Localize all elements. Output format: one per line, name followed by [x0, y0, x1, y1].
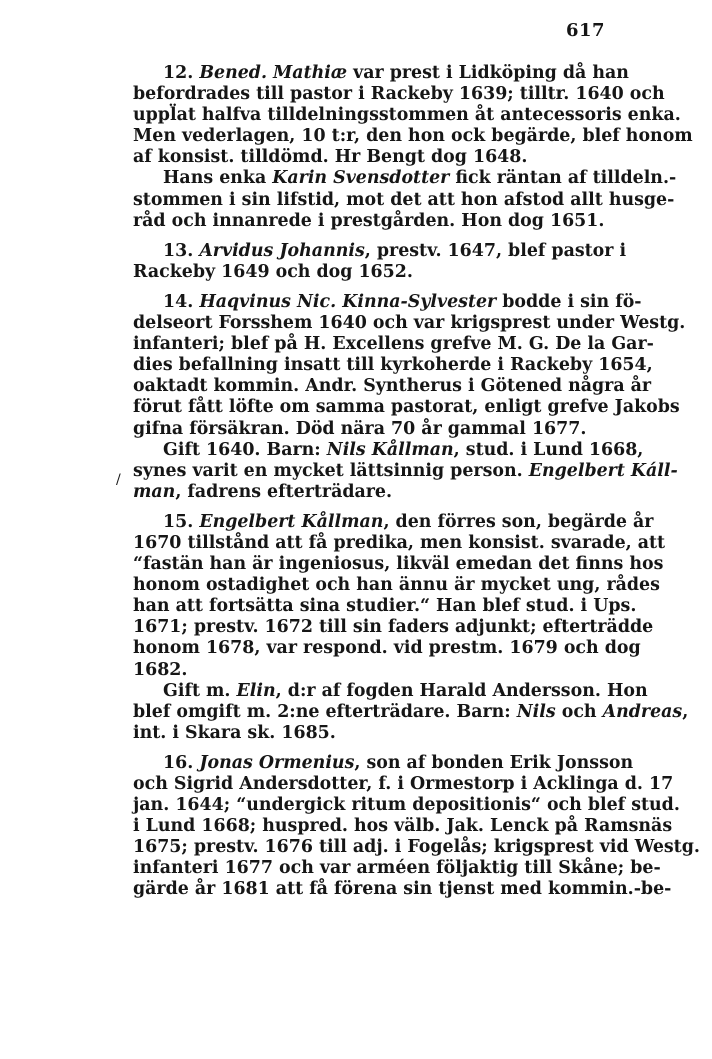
text-run: 12. [163, 63, 200, 83]
text-run: 1671; prestv. 1672 till sin faders adjunkt; efterträdde [133, 617, 654, 638]
text-line [133, 858, 661, 879]
text-run: int. i Skara sk. 1685. [133, 722, 336, 743]
text-run: i Lund 1668; huspred. hos välb. Jak. Lenck på Ramsnäs [133, 816, 673, 837]
paragraph-gap [133, 503, 613, 512]
paragraph-gap [133, 744, 613, 753]
paragraph [133, 680, 689, 744]
text-line [133, 240, 627, 262]
text-run: 1675; prestv. 1676 till adj. i Fogelås; krigsprest vid Westg. [133, 837, 700, 858]
text-run: , son af bonden Erik Jonsson [354, 752, 634, 773]
text-line [133, 126, 693, 147]
text-run: förut fått löfte om samma pastorat, enligt grefve Jakobs [133, 397, 680, 418]
text-line [133, 723, 613, 744]
text-line [133, 439, 644, 461]
text-line [133, 460, 678, 482]
italic-name: Engelbert Káll- [528, 460, 678, 481]
text-line [133, 189, 675, 211]
text-run: dies befallning insatt till kyrkoherde i Rackeby 1654, [133, 355, 653, 376]
text-line [133, 313, 686, 334]
italic-name: man [133, 481, 176, 502]
text-run: blef omgift m. 2:ne efterträdare. Barn: [133, 701, 517, 722]
text-run: Hans enka [163, 168, 273, 189]
text-run: , stud. i Lund 1668, [453, 439, 644, 460]
text-run: , prestv. 1647, blef pastor i [364, 240, 627, 261]
text-run: Gift m. [163, 680, 237, 701]
paragraph [133, 511, 666, 681]
text-line [133, 575, 660, 596]
text-run: råd och innanrede i prestgården. Hon dog 1651. [133, 210, 605, 231]
text-run: 14. [163, 291, 200, 312]
text-line [133, 511, 654, 533]
text-line [133, 701, 689, 723]
text-run: 15. [163, 511, 200, 532]
text-run: Men vederlagen, 10 t:r, den hon ock begärde, blef honom [133, 126, 693, 147]
text-line [133, 211, 613, 232]
italic-name: Nils Kållman [326, 439, 454, 460]
text-run: 16. [163, 752, 200, 773]
text-run: Gift 1640. Barn: [163, 439, 327, 460]
text-run: gifna försäkran. Död nära 70 år gammal 1677. [133, 418, 587, 439]
paragraph [133, 168, 677, 231]
text-line [133, 334, 654, 355]
italic-name: Arvidus Johannis [199, 240, 365, 261]
text-run: gärde år 1681 att få förena sin tjenst med kommin.-be- [133, 879, 672, 900]
italic-name: Bened. Mathiæ [199, 63, 348, 83]
text-run: delseort Forsshem 1640 och var krigsprest under Westg. [133, 313, 686, 334]
italic-name: Elin [236, 680, 276, 701]
text-line [133, 752, 634, 774]
italic-name: Haqvinus Nic. Kinna-Sylvester [199, 291, 497, 312]
text-line [133, 84, 665, 105]
text-line [133, 680, 648, 702]
italic-name: Andreas [602, 701, 683, 722]
text-line [133, 554, 664, 575]
text-line [133, 596, 637, 617]
text-run: fick räntan af tilldeln.- [449, 168, 677, 189]
text-run: 13. [163, 240, 200, 261]
text-line [133, 837, 700, 858]
page-number: 617 [566, 20, 606, 41]
text-line [133, 660, 613, 681]
italic-name: Engelbert Kållman [199, 511, 384, 532]
italic-name: Karin Svensdotter [272, 168, 450, 189]
text-run: 1682. [133, 659, 188, 680]
text-run: infanteri 1677 och var arméen följaktig till Skåne; be- [133, 858, 661, 879]
text-run: jan. 1644; “undergick ritum depositionis“ och blef stud. [133, 795, 680, 816]
text-line [133, 63, 629, 84]
text-run: infanteri; blef på H. Excellens grefve M. G. De la Gar- [133, 334, 654, 355]
italic-name: Nils [516, 701, 556, 722]
text-line [133, 147, 613, 168]
text-run: han att fortsätta sina studier.“ Han blef stud. i Ups. [133, 596, 637, 617]
text-run: 1670 tillstånd att få predika, men konsist. svarade, att [133, 532, 666, 553]
text-run: stommen i sin lifstid, mot det att hon afstod allt husge- [133, 189, 675, 210]
text-line [133, 262, 613, 283]
text-column [133, 63, 700, 901]
text-run: , d:r af fogden Harald Andersson. Hon [275, 680, 648, 701]
margin-mark: / [116, 472, 121, 488]
text-run: , fadrens efterträdare. [175, 481, 393, 502]
paragraph [133, 240, 627, 283]
paragraph [133, 439, 678, 503]
text-run: honom 1678, var respond. vid prestm. 1679 och dog [133, 638, 641, 659]
text-line [133, 774, 674, 795]
text-run: synes varit en mycket lättsinnig person. [133, 460, 529, 481]
paragraph-gap [133, 232, 613, 241]
text-run: , [682, 701, 689, 722]
text-run: uppl̈at halfva tilldelningsstommen åt antecessoris enka. [133, 105, 681, 126]
text-line [133, 617, 654, 638]
text-run: bodde i sin fö- [496, 291, 642, 312]
text-run: var prest i Lidköping då han [347, 63, 629, 83]
italic-name: Jonas Ormenius [199, 752, 355, 773]
text-line [133, 355, 653, 376]
paragraph-gap [133, 283, 613, 292]
text-line [133, 419, 613, 440]
text-line [133, 168, 677, 189]
text-run: , den förres son, begärde år [383, 511, 654, 532]
text-line [133, 105, 681, 126]
text-run: oaktadt kommin. Andr. Syntherus i Götened några år [133, 376, 652, 397]
text-line [133, 291, 642, 313]
text-line [133, 482, 613, 503]
text-line [133, 795, 680, 816]
text-run: Rackeby 1649 och dog 1652. [133, 261, 413, 282]
text-line [133, 879, 672, 900]
text-run: och Sigrid Andersdotter, f. i Ormestorp i Acklinga d. 17 [133, 774, 674, 794]
text-run: “fastän han är ingeniosus, likväl emedan det finns hos [133, 554, 664, 575]
text-run: befordrades till pastor i Rackeby 1639; tilltr. 1640 och [133, 84, 665, 105]
text-line [133, 816, 673, 837]
text-line [133, 532, 666, 554]
text-line [133, 397, 680, 418]
paragraph [133, 291, 686, 440]
text-run: af konsist. tilldömd. Hr Bengt dog 1648. [133, 147, 528, 168]
text-run: honom ostadighet och han ännu är mycket ung, rådes [133, 575, 660, 596]
paragraph [133, 752, 700, 901]
text-line [133, 638, 641, 659]
text-run: och [555, 701, 603, 722]
text-line [133, 376, 652, 397]
paragraph [133, 63, 693, 168]
